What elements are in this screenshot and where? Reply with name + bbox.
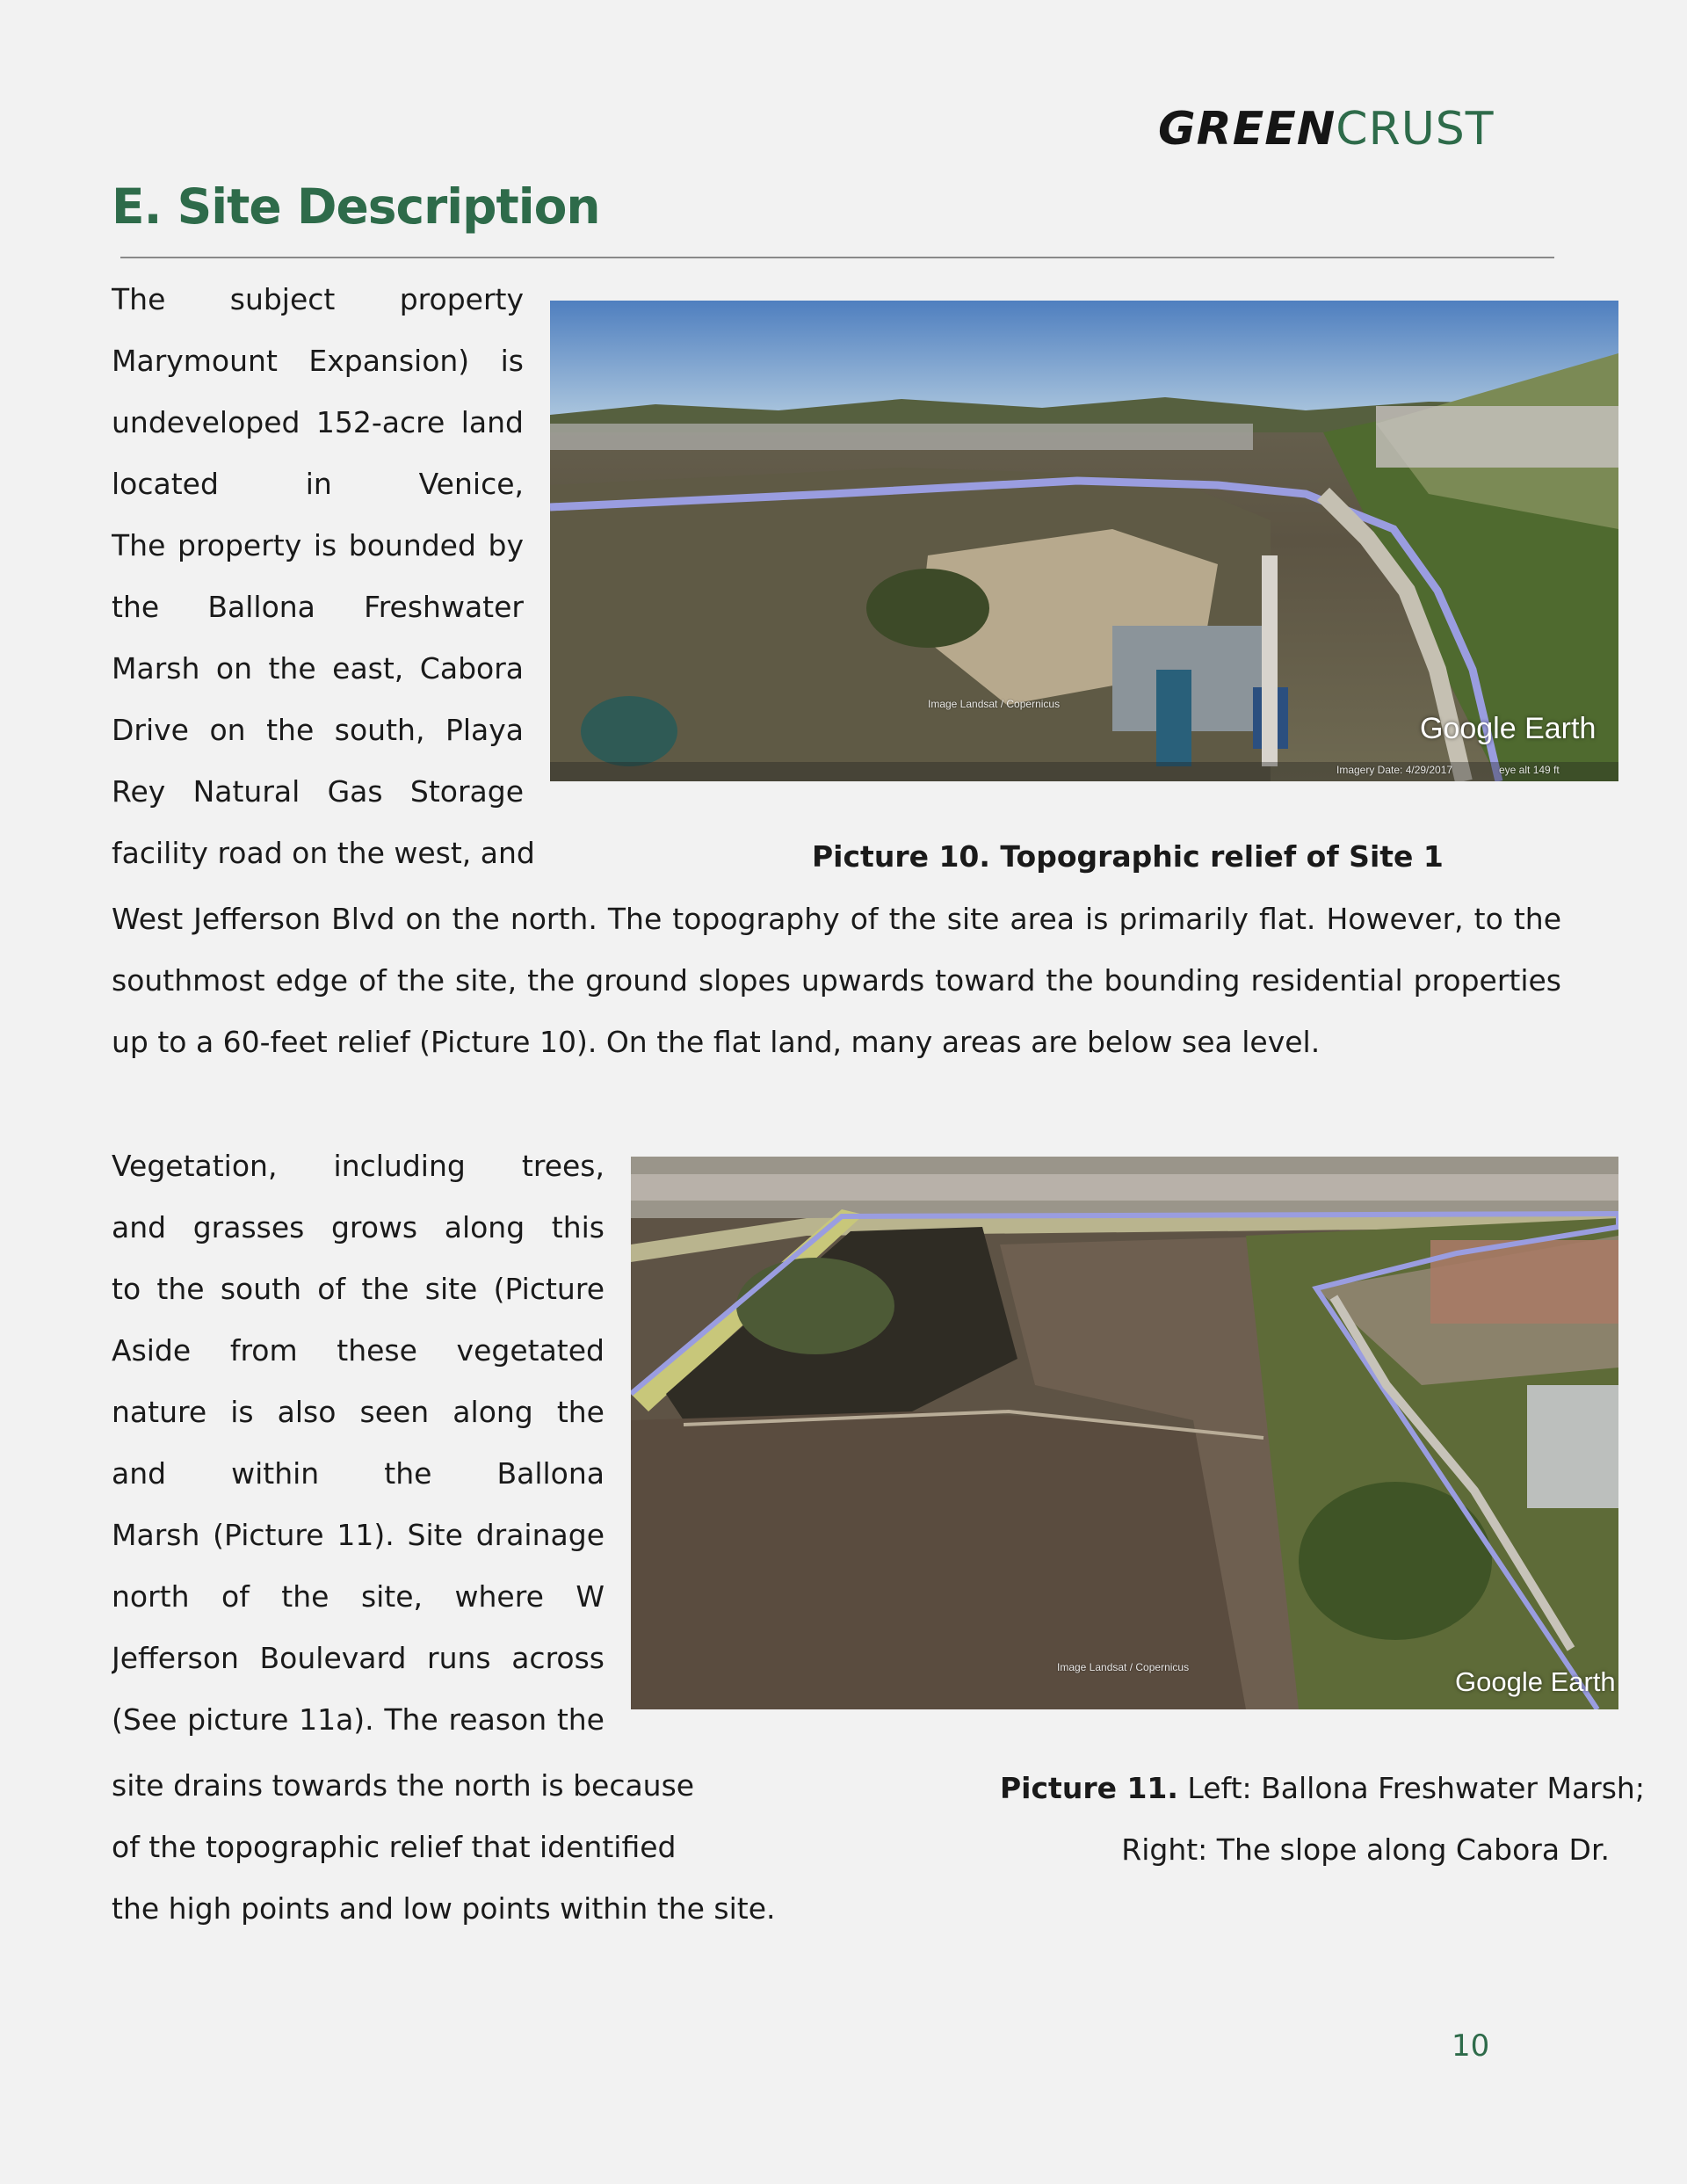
imagery-date: Imagery Date: 4/29/2017 bbox=[1336, 764, 1453, 776]
aerial-photo-marsh bbox=[631, 1157, 1618, 1709]
paragraph-line: Marsh on the east, Cabora bbox=[112, 651, 524, 686]
paragraph-line: The subject property bbox=[112, 282, 524, 316]
paragraph-line: and within the Ballona bbox=[112, 1456, 605, 1491]
picture-11-caption-label: Picture 11. bbox=[1000, 1771, 1178, 1805]
picture-10-caption-text: Picture 10. Topographic relief of Site 1 bbox=[812, 839, 1444, 874]
picture-11-caption-line2: Right: The slope along Cabora Dr. bbox=[1121, 1832, 1610, 1867]
paragraph-line: southmost edge of the site, the ground slopes upwards toward the bounding residential properties bbox=[112, 963, 1561, 998]
google-earth-logo: Google Earth bbox=[1420, 712, 1596, 745]
eye-altitude: eye alt 149 ft bbox=[1499, 764, 1560, 776]
google-earth-logo: Google Earth bbox=[1455, 1666, 1616, 1697]
paragraph-line: the Ballona Freshwater bbox=[112, 590, 524, 624]
brand-logo bbox=[1158, 101, 1495, 157]
paragraph-line: Marsh (Picture 11). Site drainage bbox=[112, 1518, 605, 1552]
paragraph-line: undeveloped 152-acre land bbox=[112, 405, 524, 439]
paragraph-line: Vegetation, including trees, bbox=[112, 1149, 605, 1183]
paragraph-line: The property is bounded by bbox=[112, 528, 524, 562]
paragraph-line: located in Venice, bbox=[112, 467, 524, 501]
paragraph-line: Marymount Expansion) is bbox=[112, 344, 524, 378]
paragraph-line: nature is also seen along the bbox=[112, 1395, 605, 1429]
picture-11-marsh-photo bbox=[631, 1157, 1618, 1709]
brand-logo-green: GREEN bbox=[1158, 103, 1336, 156]
aerial-photo-topographic bbox=[550, 301, 1618, 781]
paragraph-line: Aside from these vegetated bbox=[112, 1333, 605, 1368]
section-heading: E. Site Description bbox=[112, 178, 600, 235]
paragraph-line: to the south of the site (Picture bbox=[112, 1272, 605, 1306]
picture-11-caption bbox=[1000, 1758, 1645, 1819]
brand-logo-crust: CRUST bbox=[1336, 103, 1495, 156]
paragraph-line: Jefferson Boulevard runs across bbox=[112, 1641, 605, 1675]
imagery-attribution: Image Landsat / Copernicus bbox=[928, 698, 1061, 710]
paragraph-line: up to a 60-feet relief (Picture 10). On the flat land, many areas are below sea level. bbox=[112, 1025, 1321, 1059]
picture-11-caption-text: Left: Ballona Freshwater Marsh; bbox=[1177, 1771, 1645, 1805]
paragraph-line: and grasses grows along this bbox=[112, 1210, 605, 1244]
paragraph-line: of the topographic relief that identified bbox=[112, 1830, 677, 1864]
picture-10-caption bbox=[812, 826, 1444, 888]
paragraph-line: the high points and low points within the site. bbox=[112, 1891, 776, 1926]
paragraph-line: site drains towards the north is because bbox=[112, 1768, 695, 1803]
paragraph-line: (See picture 11a). The reason the bbox=[112, 1702, 605, 1737]
paragraph-line: Drive on the south, Playa bbox=[112, 713, 524, 747]
paragraph-line: facility road on the west, and bbox=[112, 836, 535, 870]
picture-10-topographic-photo bbox=[550, 301, 1618, 781]
paragraph-line: West Jefferson Blvd on the north. The topography of the site area is primarily flat. However, to the bbox=[112, 902, 1561, 936]
page-number: 10 bbox=[1452, 2028, 1490, 2064]
paragraph-line: north of the site, where W bbox=[112, 1579, 605, 1614]
paragraph-line: Rey Natural Gas Storage bbox=[112, 774, 524, 809]
imagery-attribution: Image Landsat / Copernicus bbox=[1057, 1661, 1190, 1673]
heading-divider bbox=[120, 257, 1554, 258]
